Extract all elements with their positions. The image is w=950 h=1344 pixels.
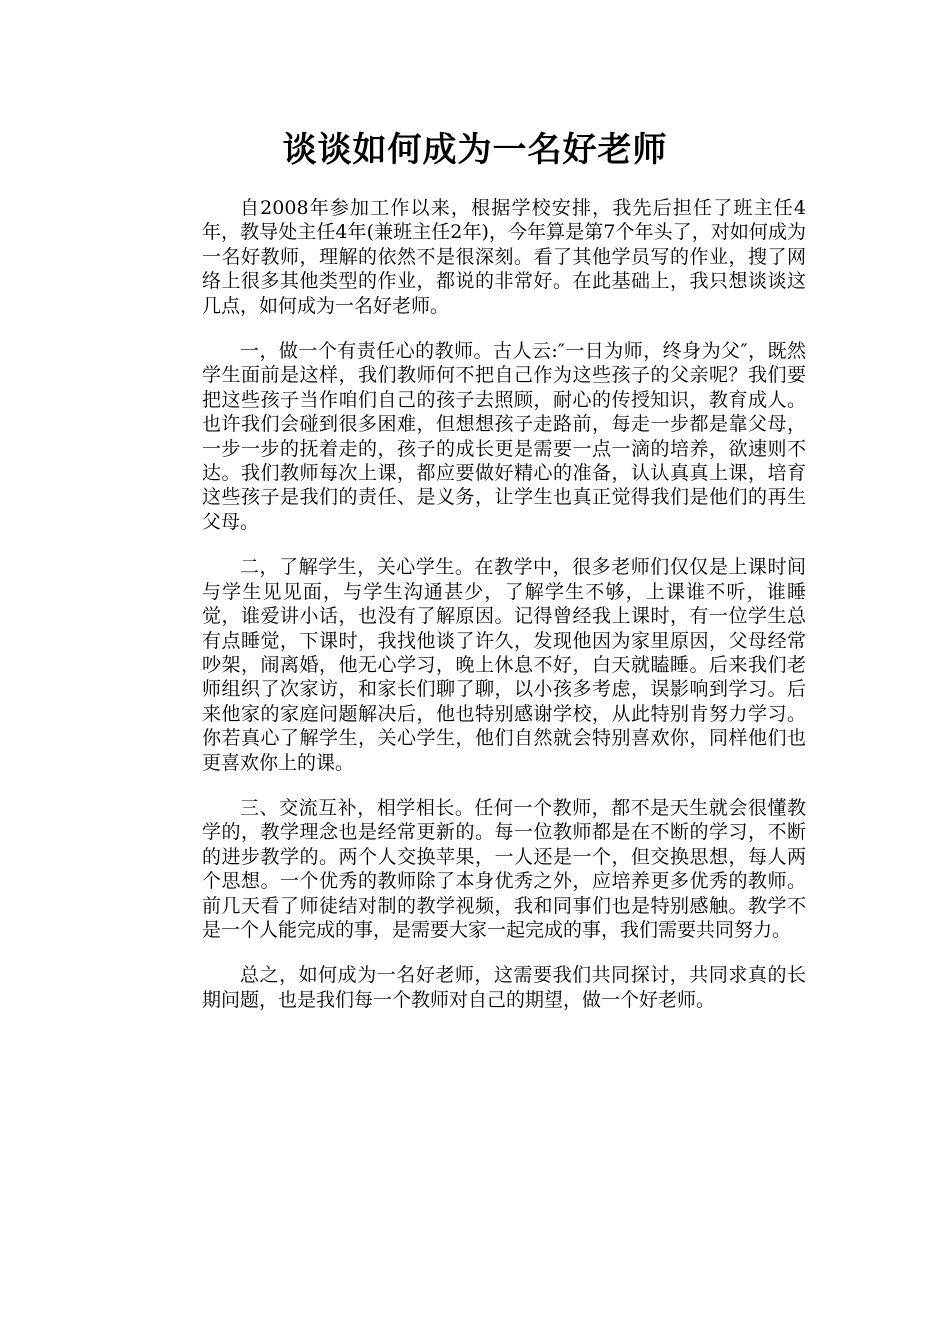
paragraph-conclusion: 总之，如何成为一名好老师，这需要我们共同探讨，共同求真的长期问题，也是我们每一个教师对自己的期望，做一个好老师。: [202, 964, 806, 1011]
paragraph-intro: 自2008年参加工作以来，根据学校安排，我先后担任了班主任4年，教导处主任4年(兼班主任2年)，今年算是第7个年头了，对如何成为一名好教师，理解的依然不是很深刻。看了其他学员写的作业，搜了网络上很多其他类型的作业，都说的非常好。在此基础上，我只想谈谈这几点，如何成为一名好老师。: [202, 197, 806, 317]
paragraph-understand-students: 二，了解学生，关心学生。在教学中，很多老师们仅仅是上课时间与学生见见面，与学生沟通甚少，了解学生不够，上课谁不听，谁睡觉，谁爱讲小话，也没有了解原因。记得曾经我上课时，有一位学生总有点睡觉，下课时，我找他谈了许久，发现他因为家里原因，父母经常吵架，闹离婚，他无心学习，晚上休息不好，白天就瞌睡。后来我们老师组织了次家访，和家长们聊了聊，以小孩多考虑，误影响到学习。后来他家的家庭问题解决后，他也特别感谢学校，从此特别肯努力学习。你若真心了解学生，关心学生，他们自然就会特别喜欢你，同样他们也更喜欢你上的课。: [202, 556, 806, 774]
paragraph-mutual-learning: 三、交流互补，相学相长。任何一个教师，都不是天生就会很懂教学的，教学理念也是经常更新的。每一位教师都是在不断的学习，不断的进步教学的。两个人交换苹果，一人还是一个，但交换思想，每人两个思想。一个优秀的教师除了本身优秀之外，应培养更多优秀的教师。前几天看了师徒结对制的教学视频，我和同事们也是特别感触。教学不是一个人能完成的事，是需要大家一起完成的事，我们需要共同努力。: [202, 796, 806, 941]
document-title: 谈谈如何成为一名好老师: [282, 130, 668, 170]
paragraph-responsibility: 一，做一个有责任心的教师。古人云:″一日为师，终身为父″，既然学生面前是这样，我们教师何不把自己作为这些孩子的父亲呢？我们要把这些孩子当作咱们自己的孩子去照顾，耐心的传授知识，教育成人。也许我们会碰到很多困难，但想想孩子走路前，每走一步都是靠父母，一步一步的抚着走的，孩子的成长更是需要一点一滴的培养，欲速则不达。我们教师每次上课，都应要做好精心的准备，认认真真上课，培育这些孩子是我们的责任、是义务，让学生也真正觉得我们是他们的再生父母。: [202, 340, 806, 533]
document-body: [202, 196, 806, 1033]
